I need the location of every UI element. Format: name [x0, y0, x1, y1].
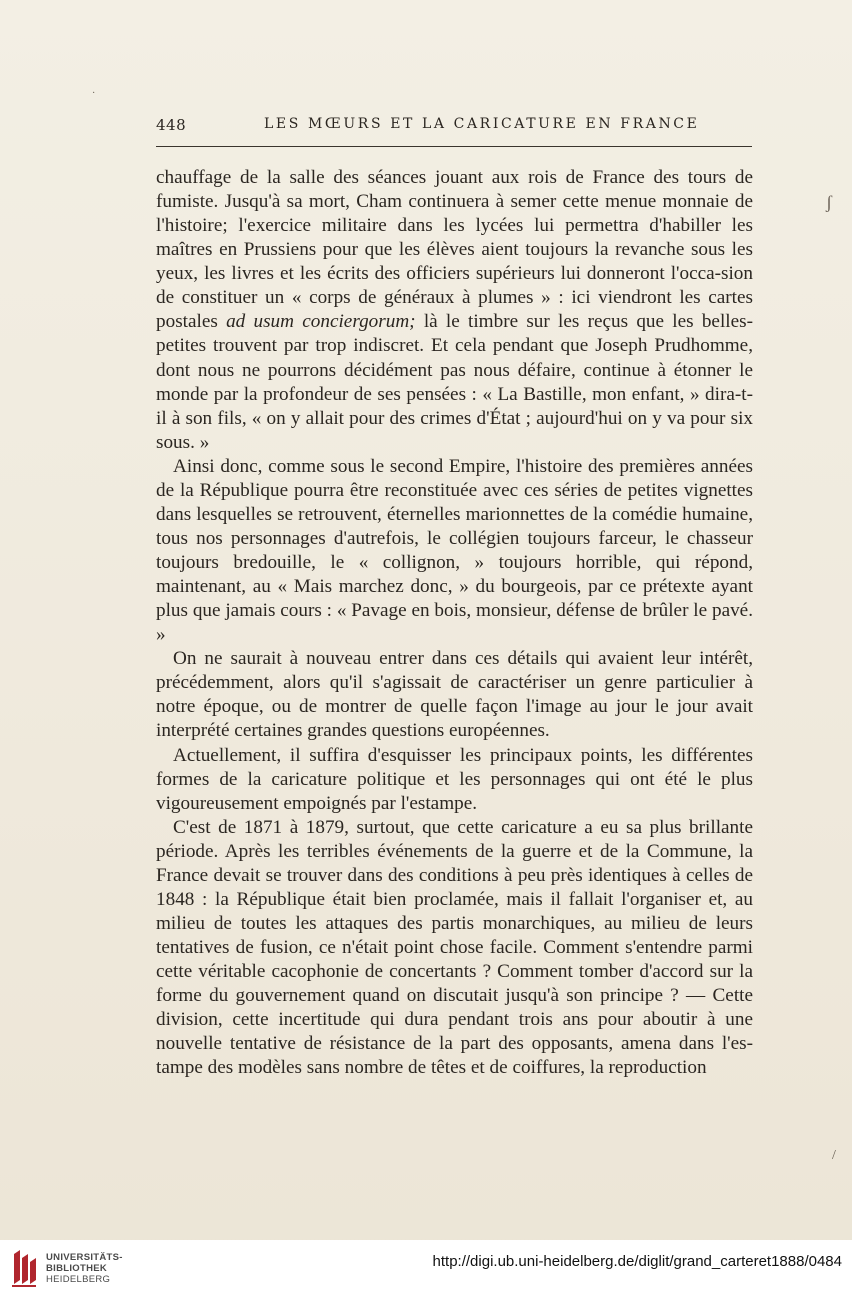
paragraph-1 — [156, 166, 753, 455]
source-url-link[interactable]: http://digi.ub.uni-heidelberg.de/diglit/grand_carteret1888/0484 — [432, 1253, 842, 1270]
page-header — [156, 116, 752, 138]
library-logo-text — [46, 1252, 123, 1285]
logo-line-2: BIBLIOTHEK — [46, 1263, 108, 1274]
page-number: 448 — [156, 116, 187, 134]
paragraph-1-part-a: chauffage de la salle des séances jouant aux rois de France des tours de fumiste. Jusqu'à sa mort, Cham continuera à semer cette menue monnaie de l'histoire; l'exercice militaire dans les lycées lui permettra d'habiller les maîtres en Prussiens pour que les élèves aient toujours la revanche sous les yeux, les livres et les écrits des officiers supérieurs lui donneront l'occa-sion de constituer un « corps de généraux à plumes » : ici viendront les cartes postales — [156, 167, 753, 333]
header-rule — [156, 146, 752, 147]
paragraph-1-italic: ad usum conciergorum; — [226, 311, 416, 333]
paragraph-1-part-b: là le timbre sur les reçus que les belles-petites trouvent par trop indiscret. Et cela pendant que Joseph Prudhomme, dont nous ne pourrons décidément pas nous défaire, continue à étonner le monde par la profondeur de ses pensées : « La Bastille, mon enfant, » dira-t-il à son fils, « on y allait pour des crimes d'État ; aujourd'hui on y va pour six sous. » — [156, 311, 753, 453]
paragraph-3: On ne saurait à nouveau entrer dans ces détails qui avaient leur intérêt, précédemment, alors qu'il s'agissait de caractériser un genre particulier à notre époque, ou de montrer de quelle façon l'image au jour le jour avait interprété certaines grandes questions européennes. — [156, 648, 753, 742]
paragraph-5: C'est de 1871 à 1879, surtout, que cette caricature a eu sa plus brillante période. Après les terribles événements de la guerre et de la Commune, la France devait se trouver dans des conditions à peu près identiques à celles de 1848 : la République était bien proclamée, mais il fallait l'organiser et, au milieu de toutes les attaques des partis monarchiques, au milieu de leurs tentatives de fusion, ce n'était point chose facile. Comment s'entendre parmi cette véritable cacophonie de concertants ? Comment tomber d'accord sur la forme du gouvernement quand on discutait jusqu'à son principe ? — Cette division, cette incertitude qui dura pendant trois ans pour aboutir à une nouvelle tentative de résistance de la part des opposants, amena dans l'es-tampe des modèles sans nombre de têtes et de coiffures, la reproduction — [156, 816, 753, 1079]
footer-bar — [0, 1240, 852, 1301]
speck-mark: · — [92, 88, 96, 99]
margin-mark-bottom: / — [832, 1148, 836, 1163]
paragraph-2: Ainsi donc, comme sous le second Empire, l'histoire des premières années de la République pourra être reconstituée avec ces séries de petites vignettes dans lesquelles se retrouvent, éternelles marionnettes de la comédie humaine, tous nos personnages d'autrefois, le collégien toujours farceur, le chasseur toujours bredouille, le « collignon, » toujours horrible, qui répond, maintenant, au « Mais marchez donc, » du bourgeois, par ce prétexte ayant plus que jamais cours : « Pavage en bois, monsieur, défense de brûler le pavé. » — [156, 455, 753, 646]
margin-mark-top: ʃ — [826, 192, 832, 212]
paragraph-4: Actuellement, il suffira d'esquisser les principaux points, les différentes formes de la caricature politique et les personnages qui ont été le plus vigoureusement empoignés par l'estampe. — [156, 744, 753, 814]
running-head: LES MŒURS ET LA CARICATURE EN FRANCE — [264, 116, 700, 132]
body-text — [156, 166, 753, 1080]
logo-line-3: HEIDELBERG — [46, 1274, 111, 1285]
library-logo-icon — [10, 1248, 38, 1288]
logo-line-1: UNIVERSITÄTS- — [46, 1252, 123, 1263]
